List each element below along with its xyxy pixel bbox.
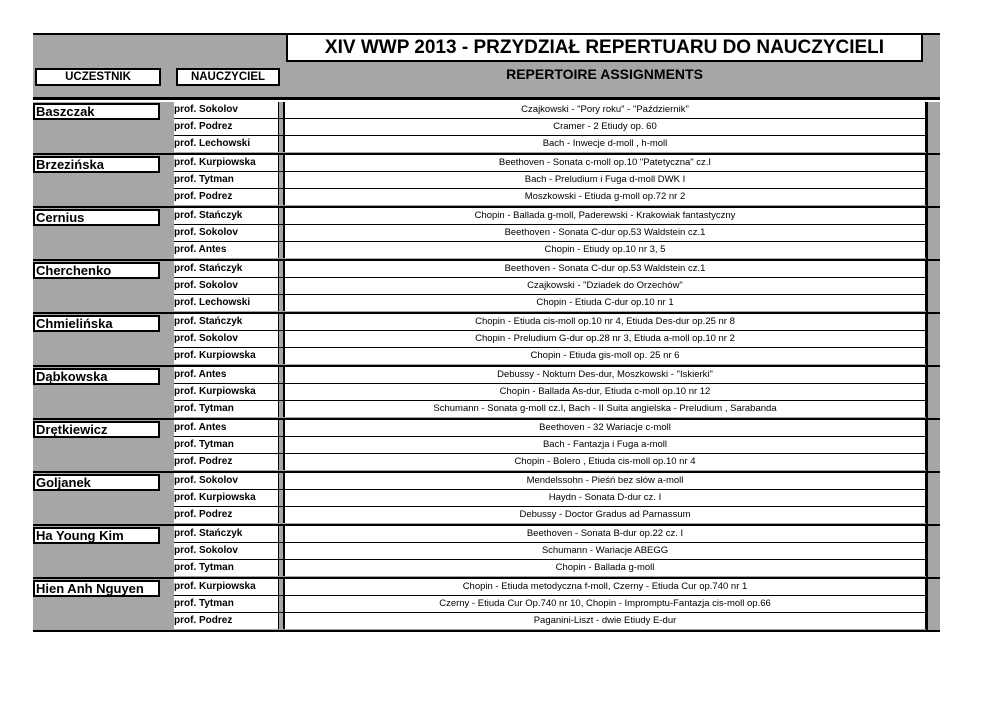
repertoire-piece: Schumann - Wariacje ABEGG [285,543,926,559]
repertoire-piece: Chopin - Etiuda metodyczna f-moll, Czerny - Etiuda Cur op.740 nr 1 [285,579,926,595]
assignment-rows [174,473,926,524]
student-name: Chmielińska [33,315,160,332]
repertoire-piece: Bach - Fantazja i Fuga a-moll [285,437,926,453]
teacher-name: prof. Antes [174,242,278,258]
column-divider [278,208,285,224]
column-divider [278,295,285,311]
teacher-name: prof. Sokolov [174,102,278,118]
assignment-row [174,613,926,630]
assignment-rows [174,102,926,153]
column-divider [278,437,285,453]
column-divider [278,473,285,489]
repertoire-piece: Debussy - Nokturn Des-dur, Moszkowski - "Iskierki" [285,367,926,383]
assignment-rows [174,420,926,471]
teacher-name: prof. Stańczyk [174,314,278,330]
assignment-row [174,278,926,295]
repertoire-piece: Chopin - Etiuda cis-moll op.10 nr 4, Etiuda Des-dur op.25 nr 8 [285,314,926,330]
right-margin-bar [926,155,940,206]
right-margin-bar [926,102,940,153]
assignment-rows [174,261,926,312]
sheet-subtitle: REPERTOIRE ASSIGNMENTS [506,66,703,82]
assignment-row [174,367,926,384]
assignment-row [174,473,926,490]
repertoire-piece: Beethoven - 32 Wariacje c-moll [285,420,926,436]
teacher-name: prof. Tytman [174,401,278,417]
student-group [33,261,940,314]
assignment-row [174,189,926,206]
assignment-row [174,136,926,153]
sheet-title: XIV WWP 2013 - PRZYDZIAŁ REPERTUARU DO NAUCZYCIELI [286,35,923,62]
column-divider [278,261,285,277]
assignment-row [174,172,926,189]
assignment-row [174,348,926,365]
right-margin-bar [926,579,940,630]
student-group [33,367,940,420]
column-divider [278,225,285,241]
repertoire-piece: Czajkowski - "Dziadek do Orzechów" [285,278,926,294]
teacher-name: prof. Podrez [174,613,278,629]
right-margin-bar [926,420,940,471]
teacher-name: prof. Stańczyk [174,208,278,224]
column-divider [278,242,285,258]
assignment-row [174,579,926,596]
column-divider [278,543,285,559]
column-divider [278,560,285,576]
teacher-name: prof. Stańczyk [174,261,278,277]
assignment-row [174,295,926,312]
repertoire-piece: Chopin - Ballada g-moll [285,560,926,576]
teacher-name: prof. Sokolov [174,225,278,241]
repertoire-piece: Bach - Inwecje d-moll , h-moll [285,136,926,152]
column-divider [278,420,285,436]
student-group [33,579,940,632]
repertoire-piece: Chopin - Bolero , Etiuda cis-moll op.10 nr 4 [285,454,926,470]
repertoire-piece: Czajkowski - "Pory roku" - "Październik" [285,102,926,118]
assignment-row [174,155,926,172]
student-group [33,208,940,261]
repertoire-piece: Paganini-Liszt - dwie Etiudy E-dur [285,613,926,629]
column-divider [278,314,285,330]
teacher-name: prof. Lechowski [174,136,278,152]
repertoire-piece: Beethoven - Sonata C-dur op.53 Waldstein cz.1 [285,261,926,277]
assignment-row [174,119,926,136]
teacher-name: prof. Tytman [174,172,278,188]
repertoire-piece: Bach - Preludium i Fuga d-moll DWK I [285,172,926,188]
column-divider [278,155,285,171]
repertoire-piece: Debussy - Doctor Gradus ad Parnassum [285,507,926,523]
repertoire-piece: Chopin - Etiuda C-dur op.10 nr 1 [285,295,926,311]
column-divider [278,401,285,417]
right-margin-bar [926,473,940,524]
assignment-row [174,208,926,225]
column-divider [278,384,285,400]
assignment-row [174,543,926,560]
repertoire-piece: Schumann - Sonata g-moll cz.I, Bach - II Suita angielska - Preludium , Sarabanda [285,401,926,417]
student-name: Ha Young Kim [33,527,160,544]
assignment-row [174,454,926,471]
teacher-name: prof. Kurpiowska [174,348,278,364]
assignment-row [174,596,926,613]
assignment-row [174,331,926,348]
student-name: Brzezińska [33,156,160,173]
right-margin-bar [926,367,940,418]
teacher-name: prof. Stańczyk [174,526,278,542]
student-group [33,526,940,579]
teacher-name: prof. Kurpiowska [174,579,278,595]
assignment-row [174,242,926,259]
right-margin-bar [926,261,940,312]
assignment-row [174,507,926,524]
column-divider [278,348,285,364]
assignment-row [174,225,926,242]
teacher-name: prof. Lechowski [174,295,278,311]
student-name: Baszczak [33,103,160,120]
student-name: Dąbkowska [33,368,160,385]
assignment-row [174,560,926,577]
teacher-name: prof. Sokolov [174,278,278,294]
assignment-rows [174,367,926,418]
right-margin-bar [926,526,940,577]
student-name: Goljanek [33,474,160,491]
column-divider [278,102,285,118]
teacher-name: prof. Podrez [174,119,278,135]
column-divider [278,136,285,152]
column-header-student: UCZESTNIK [35,68,161,86]
assignment-rows [174,208,926,259]
column-divider [278,189,285,205]
right-margin-bar [926,314,940,365]
teacher-name: prof. Kurpiowska [174,490,278,506]
student-group [33,155,940,208]
repertoire-piece: Moszkowski - Etiuda g-moll op.72 nr 2 [285,189,926,205]
assignment-rows [174,155,926,206]
repertoire-piece: Beethoven - Sonata c-moll op.10 "Patetyczna" cz.I [285,155,926,171]
column-divider [278,526,285,542]
column-divider [278,596,285,612]
column-divider [278,119,285,135]
student-group [33,102,940,155]
column-divider [278,579,285,595]
teacher-name: prof. Kurpiowska [174,155,278,171]
student-group [33,473,940,526]
assignment-rows [174,526,926,577]
teacher-name: prof. Tytman [174,560,278,576]
repertoire-piece: Chopin - Etiuda gis-moll op. 25 nr 6 [285,348,926,364]
assignment-row [174,437,926,454]
column-divider [278,331,285,347]
repertoire-piece: Chopin - Preludium G-dur op.28 nr 3, Etiuda a-moll op.10 nr 2 [285,331,926,347]
assignment-rows [174,314,926,365]
teacher-name: prof. Sokolov [174,543,278,559]
repertoire-piece: Chopin - Etiudy op.10 nr 3, 5 [285,242,926,258]
column-header-teacher: NAUCZYCIEL [176,68,280,86]
student-name: Cherchenko [33,262,160,279]
assignment-row [174,314,926,331]
assignment-row [174,102,926,119]
teacher-name: prof. Sokolov [174,331,278,347]
repertoire-piece: Beethoven - Sonata C-dur op.53 Waldstein cz.1 [285,225,926,241]
student-name: Cernius [33,209,160,226]
column-divider [278,454,285,470]
repertoire-piece: Czerny - Etiuda Cur Op.740 nr 10, Chopin - Impromptu-Fantazja cis-moll op.66 [285,596,926,612]
column-divider [278,490,285,506]
assignment-row [174,261,926,278]
assignment-rows [174,579,926,630]
student-name: Drętkiewicz [33,421,160,438]
teacher-name: prof. Podrez [174,189,278,205]
teacher-name: prof. Tytman [174,596,278,612]
repertoire-piece: Chopin - Ballada As-dur, Etiuda c-moll op.10 nr 12 [285,384,926,400]
assignment-sheet [33,33,940,632]
assignment-row [174,490,926,507]
student-group [33,314,940,367]
repertoire-piece: Chopin - Ballada g-moll, Paderewski - Krakowiak fantastyczny [285,208,926,224]
teacher-name: prof. Sokolov [174,473,278,489]
assignment-groups [33,102,940,632]
student-group [33,420,940,473]
sheet-header [33,33,940,100]
teacher-name: prof. Podrez [174,454,278,470]
column-divider [278,613,285,629]
repertoire-piece: Mendelssohn - Pieśń bez słów a-moll [285,473,926,489]
repertoire-piece: Cramer - 2 Etiudy op. 60 [285,119,926,135]
column-divider [278,172,285,188]
column-divider [278,278,285,294]
assignment-row [174,420,926,437]
repertoire-piece: Haydn - Sonata D-dur cz. I [285,490,926,506]
student-name: Hien Anh Nguyen [33,580,160,597]
assignment-row [174,401,926,418]
teacher-name: prof. Kurpiowska [174,384,278,400]
assignment-row [174,526,926,543]
repertoire-piece: Beethoven - Sonata B-dur op.22 cz. I [285,526,926,542]
column-divider [278,367,285,383]
teacher-name: prof. Antes [174,367,278,383]
teacher-name: prof. Tytman [174,437,278,453]
teacher-name: prof. Podrez [174,507,278,523]
right-margin-bar [926,208,940,259]
teacher-name: prof. Antes [174,420,278,436]
assignment-row [174,384,926,401]
column-divider [278,507,285,523]
